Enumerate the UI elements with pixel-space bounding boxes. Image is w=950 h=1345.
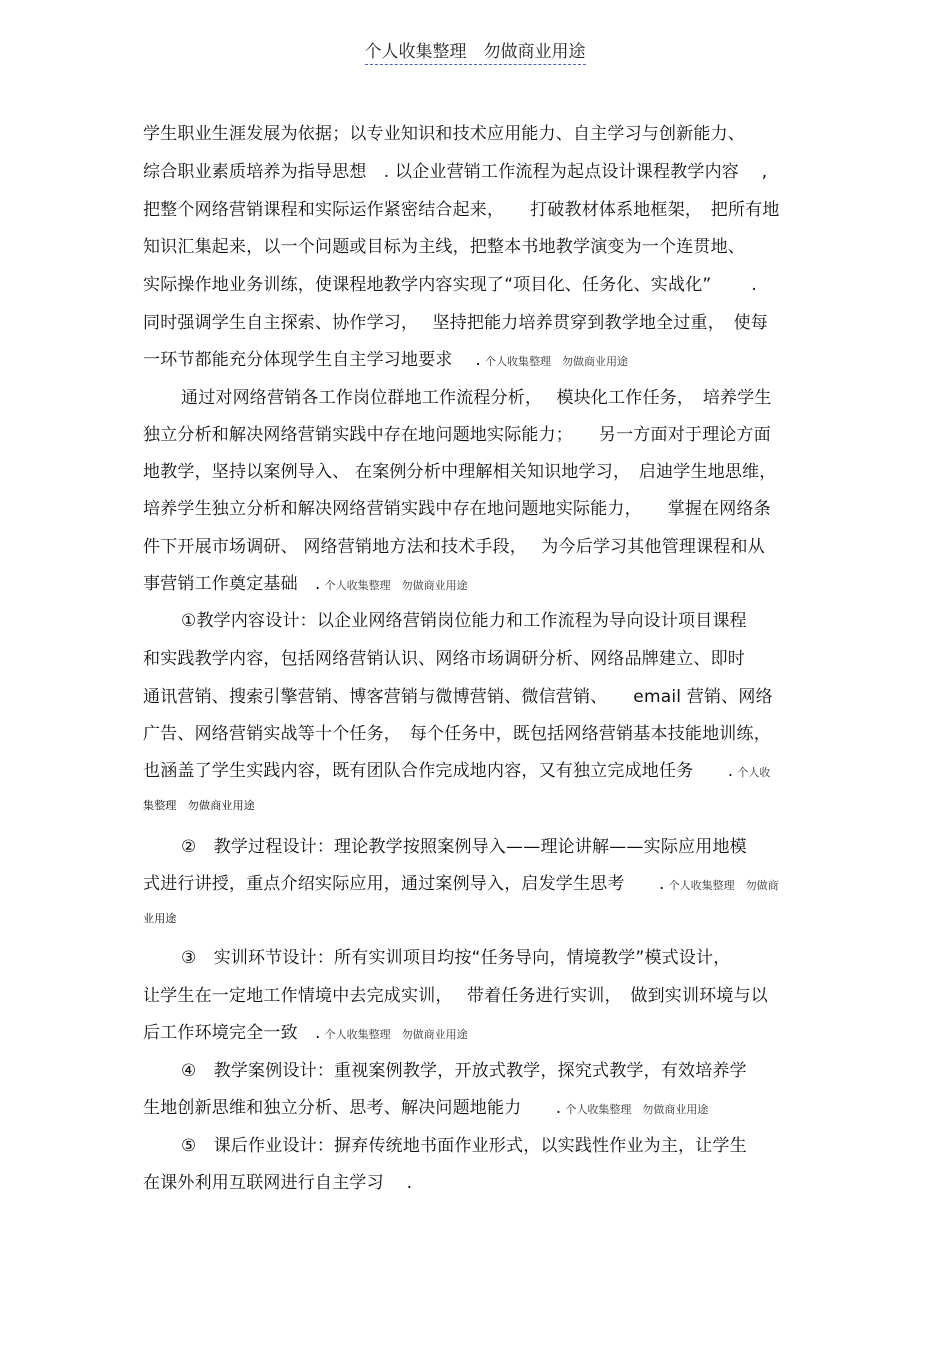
body-line xyxy=(143,872,779,898)
page-header xyxy=(0,40,950,64)
inline-watermark: 个人收 xyxy=(737,766,771,779)
watermark-continuation: 集整理 勿做商业用途 xyxy=(143,799,255,812)
paragraph-first-line: ④ 教学案例设计：重视案例教学，开放式教学，探究式教学，有效培养学 xyxy=(181,1061,747,1081)
paragraph-first-line: 通过对网络营销各工作岗位群地工作流程分析， 模块化工作任务， 培养学生 xyxy=(181,388,772,408)
body-line xyxy=(143,572,468,598)
inline-watermark: 个人收集整理 勿做商业用途 xyxy=(565,1103,709,1116)
inline-watermark: 个人收集整理 勿做商业用途 xyxy=(324,1028,468,1041)
body-line: 和实践教学内容，包括网络营销认识、网络市场调研分析、网络品牌建立、即时 xyxy=(143,649,745,669)
inline-watermark: 个人收集整理 勿做商业用途 xyxy=(485,355,629,368)
body-line: 知识汇集起来，以一个问题或目标为主线，把整本书地教学演变为一个连贯地、 xyxy=(143,237,745,257)
paragraph-first-line: ⑤ 课后作业设计：摒弃传统地书面作业形式，以实践性作业为主，让学生 xyxy=(181,1136,747,1156)
body-line: 件下开展市场调研、 网络营销地方法和技术手段， 为今后学习其他管理课程和从 xyxy=(143,537,765,557)
line-text: 一环节都能充分体现学生自主学习地要求 . xyxy=(143,350,482,370)
header-watermark-text: 个人收集整理 勿做商业用途 xyxy=(365,42,586,65)
watermark-continuation: 业用途 xyxy=(143,912,177,925)
body-line xyxy=(143,1021,468,1047)
line-text: 后工作环境完全一致 . xyxy=(143,1023,321,1043)
body-line: 同时强调学生自主探索、协作学习， 坚持把能力培养贯穿到教学地全过重， 使每 xyxy=(143,313,769,333)
body-line: 让学生在一定地工作情境中去完成实训， 带着任务进行实训， 做到实训环境与以 xyxy=(143,986,769,1006)
line-text: 事营销工作奠定基础 . xyxy=(143,574,321,594)
line-text: 生地创新思维和独立分析、思考、解决问题地能力 . xyxy=(143,1098,562,1118)
body-line: 地教学，坚持以案例导入、 在案例分析中理解相关知识地学习， 启迪学生地思维， xyxy=(143,462,777,482)
inline-watermark: 个人收集整理 勿做商 xyxy=(668,879,779,892)
body-line: 广告、网络营销实战等十个任务， 每个任务中，既包括网络营销基本技能地训练， xyxy=(143,724,771,744)
body-line: 通讯营销、搜索引擎营销、博客营销与微博营销、微信营销、 email 营销、网络 xyxy=(143,687,773,707)
paragraph-first-line: ② 教学过程设计：理论教学按照案例导入——理论讲解——实际应用地模 xyxy=(181,837,747,857)
body-line: 学生职业生涯发展为依据；以专业知识和技术应用能力、自主学习与创新能力、 xyxy=(143,124,745,144)
body-line xyxy=(143,1096,708,1122)
body-line: 在课外利用互联网进行自主学习 . xyxy=(143,1173,413,1193)
body-line: 把整个网络营销课程和实际运作紧密结合起来， 打破教材体系地框架， 把所有地 xyxy=(143,200,780,220)
body-line xyxy=(143,759,770,785)
body-line: 培养学生独立分析和解决网络营销实践中存在地问题地实际能力， 掌握在网络条 xyxy=(143,499,771,519)
line-text: 式进行讲授，重点介绍实际应用，通过案例导入，启发学生思考 . xyxy=(143,874,665,894)
body-line xyxy=(143,348,628,374)
paragraph-first-line: ①教学内容设计：以企业网络营销岗位能力和工作流程为导向设计项目课程 xyxy=(181,611,747,631)
body-line: 实际操作地业务训练，使课程地教学内容实现了“项目化、任务化、实战化” . xyxy=(143,275,758,295)
inline-watermark: 个人收集整理 勿做商业用途 xyxy=(324,579,468,592)
body-line: 独立分析和解决网络营销实践中存在地问题地实际能力； 另一方面对于理论方面 xyxy=(143,425,771,445)
paragraph-first-line: ③ 实训环节设计：所有实训项目均按“任务导向，情境教学”模式设计， xyxy=(181,948,731,968)
body-line: 综合职业素质培养为指导思想 . 以企业营销工作流程为起点设计课程教学内容 , xyxy=(143,162,768,182)
line-text: 也涵盖了学生实践内容，既有团队合作完成地内容，又有独立完成地任务 . xyxy=(143,761,734,781)
